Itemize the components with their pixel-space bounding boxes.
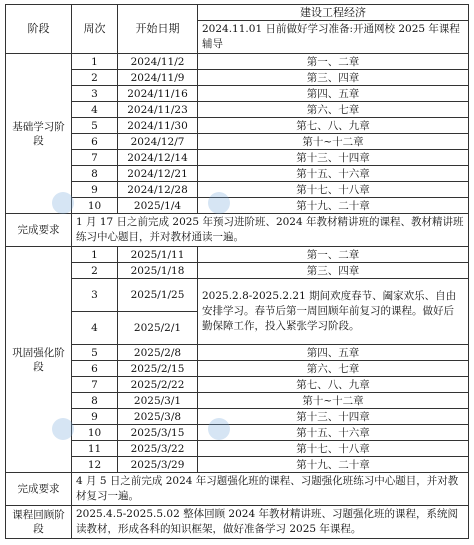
week-cell: 10 [72, 198, 118, 214]
study-plan-table [5, 4, 469, 539]
date-cell: 2024/11/16 [118, 86, 198, 102]
content-cell: 第十三、十四章 [198, 150, 469, 166]
table-row [6, 279, 469, 312]
table-row [6, 198, 469, 214]
table-row [6, 457, 469, 473]
review-row [6, 506, 469, 539]
week-cell: 7 [72, 150, 118, 166]
content-cell: 第六、七章 [198, 102, 469, 118]
date-cell: 2025/3/15 [118, 425, 198, 441]
date-cell: 2024/11/9 [118, 70, 198, 86]
header-week: 周次 [72, 5, 118, 54]
date-cell: 2024/12/28 [118, 182, 198, 198]
requirement-row [6, 473, 469, 506]
table-row [6, 102, 469, 118]
table-row [6, 182, 469, 198]
week-cell: 5 [72, 118, 118, 134]
table-row [6, 361, 469, 377]
date-cell: 2024/11/30 [118, 118, 198, 134]
week-cell: 2 [72, 263, 118, 279]
content-cell: 第十七、十八章 [198, 441, 469, 457]
week-cell: 8 [72, 393, 118, 409]
content-cell: 第三、四章 [198, 263, 469, 279]
review-text: 2025.4.5-2025.5.02 整体回顾 2024 年教材精讲班、习题强化班的课程，系统阅读教材，形成各科的知识框架，做好准备学习 2025 年课程。 [72, 506, 469, 539]
table-row [6, 377, 469, 393]
week-cell: 7 [72, 377, 118, 393]
content-cell: 第一、二章 [198, 54, 469, 70]
table-row [6, 118, 469, 134]
week-cell: 3 [72, 86, 118, 102]
week-cell: 9 [72, 409, 118, 425]
week-cell: 6 [72, 134, 118, 150]
table-row [6, 247, 469, 263]
table-row [6, 150, 469, 166]
review-label: 课程回顾阶段 [6, 506, 72, 539]
week-cell: 5 [72, 345, 118, 361]
stage-consolidate: 巩固强化阶段 [6, 247, 72, 473]
requirement-label: 完成要求 [6, 214, 72, 247]
week-cell: 2 [72, 70, 118, 86]
table-row [6, 86, 469, 102]
date-cell: 2024/11/2 [118, 54, 198, 70]
content-cell: 第十~十二章 [198, 134, 469, 150]
prep-note: 2024.11.01 日前做好学习准备:开通网校 2025 年课程辅导 [198, 21, 469, 54]
date-cell: 2025/2/1 [118, 312, 198, 345]
week-cell: 6 [72, 361, 118, 377]
date-cell: 2025/3/8 [118, 409, 198, 425]
stage-basic: 基础学习阶段 [6, 54, 72, 214]
date-cell: 2025/1/4 [118, 198, 198, 214]
content-cell: 第十三、十四章 [198, 409, 469, 425]
date-cell: 2025/2/8 [118, 345, 198, 361]
content-cell: 第十~十二章 [198, 393, 469, 409]
week-cell: 10 [72, 425, 118, 441]
table-row [6, 70, 469, 86]
table-row [6, 54, 469, 70]
header-stage: 阶段 [6, 5, 72, 54]
date-cell: 2024/12/14 [118, 150, 198, 166]
week-cell: 4 [72, 102, 118, 118]
requirement-text: 1 月 17 日之前完成 2025 年预习进阶班、2024 年教材精讲班的课程、教材精讲班练习中心题目，并对教材通读一遍。 [72, 214, 469, 247]
content-cell: 第四、五章 [198, 86, 469, 102]
date-cell: 2025/1/11 [118, 247, 198, 263]
table-row [6, 409, 469, 425]
content-cell: 第三、四章 [198, 70, 469, 86]
week-cell: 8 [72, 166, 118, 182]
table-row [6, 441, 469, 457]
date-cell: 2025/1/18 [118, 263, 198, 279]
content-cell: 第七、八、九章 [198, 118, 469, 134]
content-cell: 第四、五章 [198, 345, 469, 361]
week-cell: 11 [72, 441, 118, 457]
content-cell: 第十五、十六章 [198, 166, 469, 182]
week-cell: 9 [72, 182, 118, 198]
table-row [6, 166, 469, 182]
date-cell: 2025/3/22 [118, 441, 198, 457]
table-row [6, 134, 469, 150]
content-cell: 第六、七章 [198, 361, 469, 377]
header-subject: 建设工程经济 [198, 5, 469, 21]
header-row [6, 5, 469, 21]
date-cell: 2025/1/25 [118, 279, 198, 312]
requirement-row [6, 214, 469, 247]
table-row [6, 425, 469, 441]
requirement-label: 完成要求 [6, 473, 72, 506]
content-cell: 第一、二章 [198, 247, 469, 263]
holiday-note: 2025.2.8-2025.2.21 期间欢度春节、阖家欢乐、自由安排学习。春节后第一周回顾年前复习的课程。做好后勤保障工作，投入紧张学习阶段。 [198, 279, 469, 345]
table-row [6, 345, 469, 361]
table-row [6, 393, 469, 409]
week-cell: 1 [72, 247, 118, 263]
date-cell: 2025/2/15 [118, 361, 198, 377]
date-cell: 2025/2/22 [118, 377, 198, 393]
week-cell: 4 [72, 312, 118, 345]
content-cell: 第七、八、九章 [198, 377, 469, 393]
content-cell: 第十五、十六章 [198, 425, 469, 441]
date-cell: 2024/11/23 [118, 102, 198, 118]
header-start-date: 开始日期 [118, 5, 198, 54]
week-cell: 12 [72, 457, 118, 473]
date-cell: 2025/3/1 [118, 393, 198, 409]
week-cell: 1 [72, 54, 118, 70]
date-cell: 2024/12/21 [118, 166, 198, 182]
date-cell: 2025/3/29 [118, 457, 198, 473]
requirement-text: 4 月 5 日之前完成 2024 年习题强化班的课程、习题强化班练习中心题目，并对教材复习一遍。 [72, 473, 469, 506]
content-cell: 第十七、十八章 [198, 182, 469, 198]
content-cell: 第十九、二十章 [198, 457, 469, 473]
date-cell: 2024/12/7 [118, 134, 198, 150]
content-cell: 第十九、二十章 [198, 198, 469, 214]
week-cell: 3 [72, 279, 118, 312]
table-row [6, 263, 469, 279]
